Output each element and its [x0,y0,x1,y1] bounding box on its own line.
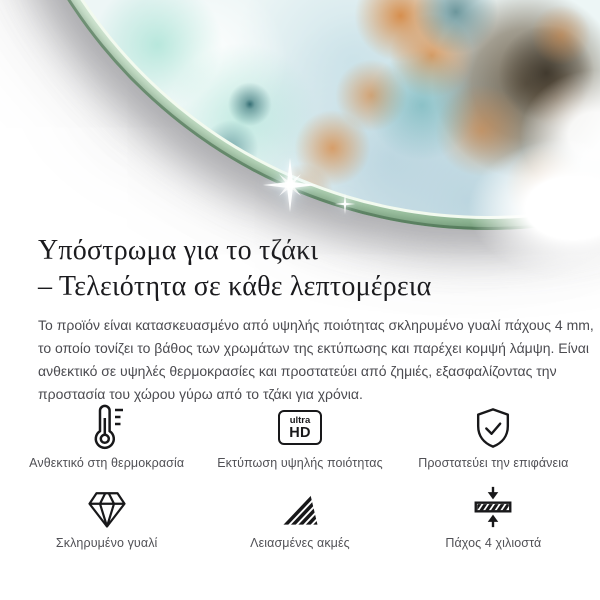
polished-edges-icon [276,488,324,530]
product-description [38,314,594,406]
feature-polished-edges [203,488,396,551]
feature-temperature [10,408,203,471]
description-line: το οποίο τονίζει το βάθος των χρωμάτων της εκτύπωσης και παρέχει κομψή λάμψη. Είναι [38,340,589,356]
description-line: ανθεκτικό σε υψηλές θερμοκρασίες και προστατεύει από ζημιές, εξασφαλίζοντας την [38,363,557,379]
feature-print-quality [203,408,396,471]
ultra-hd-icon [278,408,322,450]
feature-label: Σκληρυμένο γυαλί [55,536,158,550]
sparkle-icon [334,193,356,215]
page-title-line1: Υπόστρωμα για το τζάκι [38,235,319,266]
feature-tempered-glass [10,488,203,551]
feature-grid [0,408,600,551]
description-line: Το προϊόν είναι κατασκευασμένο από υψηλής ποιότητας σκληρυμένο γυαλί πάχους 4 mm, [38,317,594,333]
thermometer-icon [90,408,124,450]
sparkle-icon [261,156,319,214]
white-fade-overlay [468,138,600,278]
feature-label: Πάχος 4 χιλιοστά [445,536,542,550]
diamond-icon [83,488,131,530]
description-line: προστασία του χώρου γύρω από το τζάκι για χρόνια. [38,386,363,402]
product-photo [0,0,600,230]
feature-label: Ανθεκτικό στη θερμοκρασία [29,456,185,470]
feature-surface-protection [397,408,590,471]
feature-label: Λειασμένες ακμές [250,536,350,550]
ultra-hd-badge-bottom: HD [289,424,311,441]
page-title-line2: – Τελειότητα σε κάθε λεπτομέρεια [38,271,432,302]
feature-label: Προστατεύει την επιφάνεια [418,456,569,470]
ultra-hd-badge-top: ultra [289,414,311,426]
shield-check-icon [470,408,516,450]
feature-label: Εκτύπωση υψηλής ποιότητας [217,456,383,470]
thickness-icon [469,488,517,530]
feature-thickness [397,488,590,551]
